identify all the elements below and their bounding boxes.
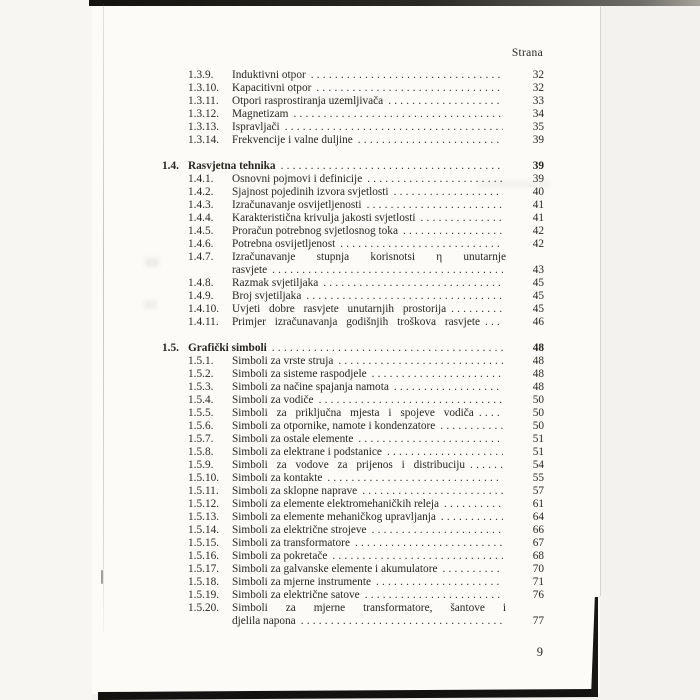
page-number: 9 (536, 645, 543, 659)
toc-entry-page: 68 (532, 550, 544, 562)
dot-leader (362, 485, 503, 498)
dot-leader (365, 589, 503, 602)
toc-entry-page: 34 (532, 108, 544, 120)
spine-mark (101, 570, 103, 584)
toc-row (162, 589, 544, 602)
toc-entry-number: 1.5.2. (188, 368, 214, 380)
dot-leader (367, 199, 503, 212)
toc-entry-title: Simboli za mjerne instrumente (232, 576, 371, 588)
toc-entry-page: 41 (532, 199, 544, 211)
dot-leader (281, 160, 503, 173)
toc-entry-page: 50 (532, 407, 544, 419)
page-column-header: Strana (511, 47, 543, 59)
toc-entry-title: Simboli za elektrane i podstanice (232, 446, 382, 458)
toc-row (162, 277, 544, 290)
toc-entry-title-continuation: rasvjete (232, 264, 268, 276)
toc-row (162, 394, 544, 407)
book-spine-crease (103, 4, 104, 632)
toc-entry-title: Broj svjetiljaka (232, 290, 302, 302)
toc-entry-page: 45 (532, 303, 544, 315)
toc-entry-page: 77 (532, 615, 544, 627)
dot-leader (444, 498, 503, 511)
toc-entry-number: 1.5.18. (188, 576, 220, 588)
toc-entry-title: Simboli za električne strojeve (232, 524, 367, 536)
toc-row (162, 446, 544, 459)
toc-entry-number: 1.5.10. (188, 472, 220, 484)
toc-entry-page: 48 (532, 368, 544, 380)
toc-entry-number: 1.5.20. (188, 602, 220, 614)
toc-entry-title: Simboli za elemente elektromehaničkih releja (232, 498, 440, 510)
toc-entry-number: 1.3.13. (188, 121, 220, 133)
toc-entry-title: Simboli za sisteme raspodjele (232, 368, 367, 380)
toc-row (162, 524, 544, 537)
toc-entry-title: Induktivni otpor (232, 69, 306, 81)
toc-entry-number: 1.4.10. (188, 303, 220, 315)
toc-entry-title: Simboli za vodove za prijenos i distribuciju (232, 459, 466, 471)
toc-entry-title: Simboli za kontakte (232, 472, 323, 484)
toc-entry-number: 1.5.5. (188, 407, 214, 419)
toc-row (162, 355, 544, 368)
toc-entry-page: 46 (532, 316, 544, 328)
dot-leader (272, 342, 503, 355)
toc-entry-page: 48 (532, 381, 544, 393)
toc-row (162, 251, 544, 264)
dot-leader (338, 355, 503, 368)
toc-entry-title: Uvjeti dobre rasvjete unutarnjih prostorija (232, 303, 447, 315)
toc-entry-page: 41 (532, 212, 544, 224)
scan-smudge (144, 300, 157, 309)
table-of-contents (162, 69, 544, 628)
toc-entry-page: 66 (532, 524, 544, 536)
toc-entry-number: 1.5.16. (188, 550, 220, 562)
dot-leader (440, 420, 503, 433)
toc-row (162, 576, 544, 589)
toc-entry-number: 1.5.9. (188, 459, 214, 471)
toc-entry-number: 1.5.3. (188, 381, 214, 393)
toc-entry-number: 1.4.8. (188, 277, 214, 289)
toc-entry-number: 1.5.13. (188, 511, 220, 523)
toc-row (162, 199, 544, 212)
toc-entry-number: 1.5.15. (188, 537, 220, 549)
toc-entry-number: 1.5.11. (188, 485, 219, 497)
toc-entry-title: Simboli za otpornike, namote i kondenzatore (232, 420, 436, 432)
toc-entry-title: Simboli za električne satove (232, 589, 360, 601)
toc-entry-number: 1.5.4. (188, 394, 214, 406)
toc-row (162, 472, 544, 485)
toc-entry-number: 1.3.11. (188, 95, 219, 107)
toc-entry-page: 33 (532, 95, 544, 107)
dot-leader (387, 446, 503, 459)
dot-leader (301, 615, 503, 628)
toc-row (162, 407, 544, 420)
dot-leader (441, 511, 503, 524)
toc-row (162, 173, 544, 186)
toc-entry-page: 32 (532, 69, 544, 81)
toc-entry-page: 39 (532, 173, 544, 185)
dot-leader (479, 407, 503, 420)
toc-entry-number: 1.4. (162, 160, 179, 172)
dot-leader (372, 524, 503, 537)
dot-leader (332, 550, 503, 563)
toc-entry-number: 1.4.11. (188, 316, 219, 328)
toc-entry-title: Sjajnost pojedinih izvora svjetlosti (232, 186, 389, 198)
toc-row-continuation (162, 615, 544, 628)
toc-entry-number: 1.3.12. (188, 108, 220, 120)
toc-row (162, 316, 544, 329)
toc-entry-title: Proračun potrebnog svjetlosnog toka (232, 225, 398, 237)
dot-leader (376, 576, 503, 589)
dot-leader (358, 134, 503, 147)
toc-row (162, 433, 544, 446)
toc-row (162, 160, 544, 173)
toc-row (162, 238, 544, 251)
dot-leader (340, 238, 503, 251)
toc-entry-number: 1.3.10. (188, 82, 220, 94)
toc-row (162, 381, 544, 394)
toc-entry-page: 71 (532, 576, 544, 588)
toc-entry-number: 1.4.4. (188, 212, 214, 224)
toc-row (162, 69, 544, 82)
toc-row (162, 485, 544, 498)
toc-row (162, 368, 544, 381)
toc-row (162, 95, 544, 108)
toc-entry-page: 35 (532, 121, 544, 133)
toc-row-continuation (162, 264, 544, 277)
toc-entry-title: Potrebna osvijetljenost (232, 238, 336, 250)
dot-leader (485, 316, 503, 329)
toc-entry-page: 45 (532, 277, 544, 289)
scan-smudge (145, 258, 159, 267)
scan-edge-top (89, 0, 700, 6)
toc-entry-title: Simboli za ostale elemente (232, 433, 354, 445)
toc-entry-title: Karakteristična krivulja jakosti svjetlosti (232, 212, 416, 224)
left-page-margin (0, 0, 92, 700)
dot-leader (358, 433, 503, 446)
toc-entry-page: 48 (532, 355, 544, 367)
dot-leader (451, 303, 503, 316)
toc-entry-page: 64 (532, 511, 544, 523)
toc-entry-number: 1.4.7. (188, 251, 214, 263)
dot-leader (421, 212, 503, 225)
dot-leader (403, 225, 503, 238)
dot-leader (442, 563, 503, 576)
toc-row (162, 602, 544, 615)
toc-entry-page: 76 (532, 589, 544, 601)
dot-leader (372, 368, 503, 381)
toc-entry-page: 70 (532, 563, 544, 575)
toc-entry-title: Otpori rasprostiranja uzemljivača (232, 95, 384, 107)
toc-entry-number: 1.4.9. (188, 290, 214, 302)
toc-entry-page: 42 (532, 238, 544, 250)
toc-entry-number: 1.5.19. (188, 589, 220, 601)
toc-entry-page: 50 (532, 420, 544, 432)
dot-leader (319, 394, 503, 407)
dot-leader (323, 277, 503, 290)
toc-entry-page: 40 (532, 186, 544, 198)
toc-entry-title: Magnetizam (232, 108, 289, 120)
toc-row (162, 121, 544, 134)
dot-leader (316, 82, 503, 95)
toc-row (162, 225, 544, 238)
dot-leader (311, 69, 503, 82)
toc-row (162, 108, 544, 121)
toc-entry-title: Simboli za vodiče (232, 394, 314, 406)
toc-entry-number: 1.3.14. (188, 134, 220, 146)
toc-entry-title: Simboli za vrste struja (232, 355, 334, 367)
toc-row (162, 290, 544, 303)
toc-entry-title: Simboli za priključna mjesta i spojeve vodiča (232, 407, 474, 419)
dot-leader (355, 537, 503, 550)
toc-row (162, 212, 544, 225)
toc-entry-page: 45 (532, 290, 544, 302)
dot-leader (470, 459, 503, 472)
toc-entry-number: 1.5.8. (188, 446, 214, 458)
toc-entry-title: Rasvjetna tehnika (188, 160, 276, 172)
toc-entry-page: 55 (532, 472, 544, 484)
toc-entry-title: Simboli za sklopne naprave (232, 485, 358, 497)
toc-entry-title: Simboli za galvanske elemente i akumulatore (232, 563, 438, 575)
toc-entry-number: 1.4.6. (188, 238, 214, 250)
toc-entry-page: 43 (532, 264, 544, 276)
toc-entry-number: 1.5.12. (188, 498, 220, 510)
toc-entry-title: Kapacitivni otpor (232, 82, 312, 94)
toc-row (162, 303, 544, 316)
toc-row (162, 498, 544, 511)
toc-row (162, 134, 544, 147)
dot-leader (327, 472, 503, 485)
dot-leader (272, 264, 503, 277)
toc-entry-title: Izračunavanje stupnja korisnotsi η unutarnje (232, 251, 506, 263)
toc-entry-page: 32 (532, 82, 544, 94)
dot-leader (394, 186, 503, 199)
toc-entry-page: 51 (532, 446, 544, 458)
dot-leader (367, 173, 503, 186)
toc-row (162, 342, 544, 355)
toc-entry-page: 48 (532, 342, 544, 354)
toc-entry-page: 61 (532, 498, 544, 510)
toc-entry-page: 57 (532, 485, 544, 497)
toc-row (162, 82, 544, 95)
toc-entry-number: 1.5.7. (188, 433, 214, 445)
toc-entry-number: 1.5.17. (188, 563, 220, 575)
toc-entry-number: 1.5.6. (188, 420, 214, 432)
toc-row (162, 459, 544, 472)
toc-entry-number: 1.4.5. (188, 225, 214, 237)
toc-entry-page: 39 (532, 134, 544, 146)
toc-entry-title: Primjer izračunavanja godišnjih troškova rasvjete (232, 316, 480, 328)
toc-entry-title: Razmak svjetiljaka (232, 277, 319, 289)
toc-entry-number: 1.5.14. (188, 524, 220, 536)
toc-entry-page: 54 (532, 459, 544, 471)
toc-row (162, 511, 544, 524)
toc-entry-page: 67 (532, 537, 544, 549)
toc-row (162, 186, 544, 199)
toc-entry-page: 42 (532, 225, 544, 237)
toc-entry-title: Simboli za mjerne transformatore, šantove i (232, 602, 506, 614)
scan-edge-bottom (98, 689, 596, 700)
dot-leader (394, 381, 503, 394)
toc-entry-number: 1.3.9. (188, 69, 214, 81)
dot-leader (293, 108, 503, 121)
toc-entry-number: 1.5. (162, 342, 179, 354)
toc-entry-title: Simboli za elemente mehaničkog upravljanja (232, 511, 436, 523)
toc-row (162, 420, 544, 433)
toc-entry-title: Izračunavanje osvijetljenosti (232, 199, 362, 211)
toc-entry-title: Simboli za pokretače (232, 550, 328, 562)
page-right-edge (600, 4, 601, 596)
toc-entry-title: Simboli za načine spajanja namota (232, 381, 389, 393)
toc-entry-title: Ispravljači (232, 121, 280, 133)
dot-leader (388, 95, 503, 108)
toc-entry-number: 1.5.1. (188, 355, 214, 367)
toc-entry-title: Simboli za transformatore (232, 537, 350, 549)
toc-entry-title: Frekvencije i valne duljine (232, 134, 353, 146)
toc-entry-page: 50 (532, 394, 544, 406)
toc-entry-number: 1.4.2. (188, 186, 214, 198)
toc-row (162, 563, 544, 576)
toc-entry-number: 1.4.3. (188, 199, 214, 211)
toc-row (162, 537, 544, 550)
toc-entry-title: Grafički simboli (188, 342, 267, 354)
toc-entry-page: 51 (532, 433, 544, 445)
toc-entry-title-continuation: djelila napona (232, 615, 296, 627)
toc-entry-title: Osnovni pojmovi i definicije (232, 173, 363, 185)
toc-entry-number: 1.4.1. (188, 173, 214, 185)
toc-row (162, 550, 544, 563)
toc-entry-page: 39 (532, 160, 544, 172)
dot-leader (306, 290, 503, 303)
dot-leader (285, 121, 503, 134)
